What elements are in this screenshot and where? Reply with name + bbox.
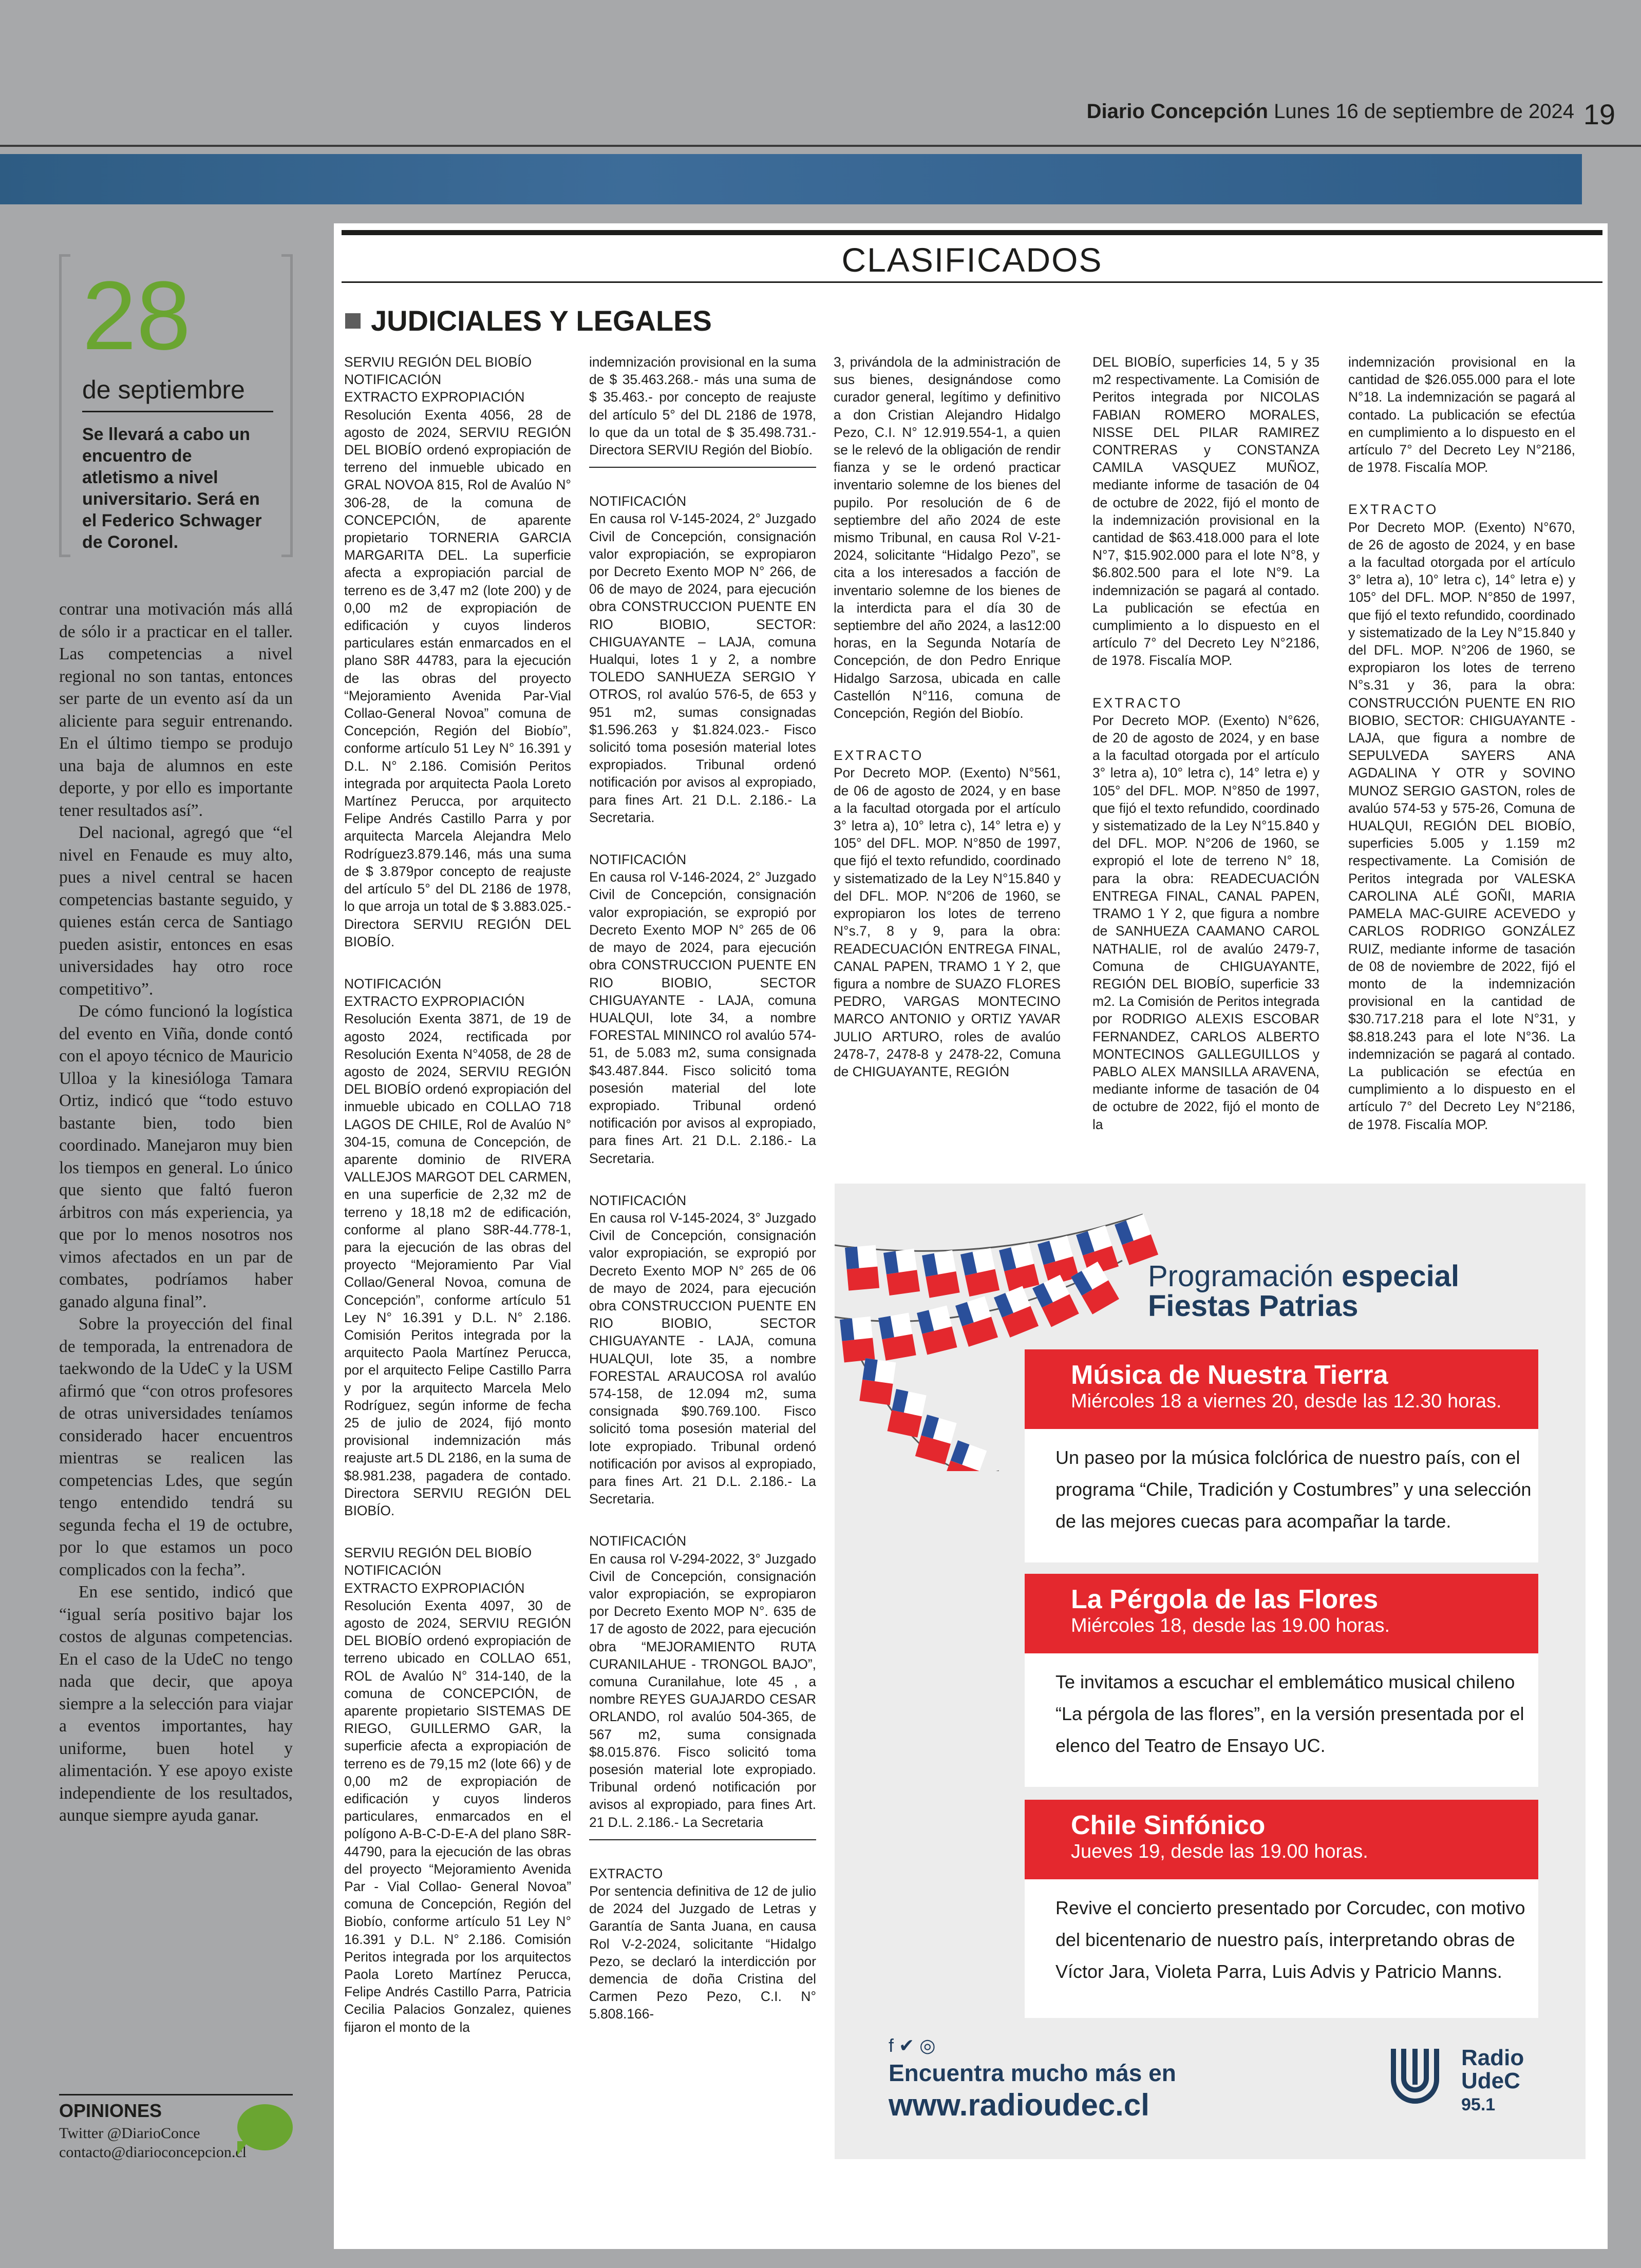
- classified-entry: [589, 851, 816, 1167]
- classified-body: En causa rol V-145-2024, 3° Juzgado Civil de Concepción, consignación valor expropiación, se expropió por Decreto Exento MOP N° 265 de 06 de mayo de 2024, para ejecución obra CONSTRUCCION PUENTE EN RIO BIOBIO, SECTOR CHIGUAYANTE - LAJA, comuna HUALQUI, lote 35, a nombre FORESTAL ARAUCOSA rol avalúo 574-158, de 12.094 m2, suma consignada $90.769.100. Fisco solicitó toma posesión material del lote expropiado. Tribunal ordenó notificación por avisos al expropiado, para fines Art. 21 D.L. 2.186.- La Secretaria.: [589, 1210, 816, 1507]
- date-box-bracket-left: [59, 254, 70, 557]
- article-paragraph: contrar una motivación más allá de sólo ir a practicar en el taller. Las competencias a nivel regional no son tantas, entonces ser parte de un evento así da un aliciente para seguir entrenando. En el último tiempo se produjo una baja de alumnos en este deporte, y por ello es importante tener resultados así”.: [59, 600, 293, 820]
- ad-event-header: [1025, 1800, 1538, 1879]
- classifieds-column-4: [1092, 353, 1319, 1158]
- ad-title-part: Programación: [1148, 1260, 1342, 1293]
- classified-heading: NOTIFICACIÓN: [344, 1562, 442, 1578]
- article-paragraph: Del nacional, agregó que “el nivel en Fenaude es muy alto, pues a nivel central se hacen competencias bastante seguido, y quienes están cerca de Santiago pueden asistir, entonces en esas universidades hay otro roce competitivo”.: [59, 823, 293, 999]
- ad-title-line2: Fiestas Patrias: [1148, 1289, 1359, 1323]
- classified-entry: [1348, 501, 1575, 1133]
- classifieds-title-rule: [342, 281, 1602, 283]
- classified-entry: [834, 747, 1061, 1080]
- chile-flag-icon: [840, 1317, 875, 1363]
- ad-footer-url[interactable]: www.radioudec.cl: [889, 2088, 1149, 2122]
- header-rule: [0, 145, 1641, 147]
- classified-body: Por Decreto MOP. (Exento) N°561, de 06 de agosto de 2024, y en base a la facultad otorgada por el artículo 3° letra a), 10° letra c), 14° letra e) y 105° del DFL. MOP. N°850 de 1997, que fijó el texto refundido, coordinado y sistematizado de la Ley N°15.840 y del DFL. MOP. N°206 de 1960, se expropiaron los lotes de terreno N°s.7, 8 y 9, para la obra: READECUACIÓN ENTREGA FINAL, CANAL PAPEN, TRAMO 1 Y 2, que figura a nombre de SUAZO FLORES PEDRO, VARGAS MONTECINO MARCO ANTONIO y ORTIZ YAVAR JULIO ARTURO, roles de avalúo 2478-7, 2478-8 y 2478-22, Comuna de CHIGUAYANTE, REGIÓN: [834, 765, 1061, 1079]
- ad-desc-line: Revive el concierto presentado por Corcudec, con motivo: [1055, 1897, 1525, 1918]
- classified-entry: [589, 1192, 816, 1508]
- chile-flag-icon: [994, 1286, 1039, 1338]
- classified-entry: [344, 975, 571, 1519]
- classified-separator: [589, 1839, 816, 1840]
- chile-flag-icon: [845, 1245, 879, 1291]
- ad-desc-line: Te invitamos a escuchar el emblemático musical chileno: [1055, 1671, 1515, 1692]
- classifieds-column-3: [834, 353, 1061, 1105]
- chile-flag-icon: [878, 1313, 916, 1361]
- classified-heading: EXTRACTO EXPROPIACIÓN: [344, 389, 525, 405]
- classified-entry: [834, 353, 1061, 722]
- classified-entry: [1348, 353, 1575, 476]
- classified-body: Resolución Exenta 3871, de 19 de agosto 2024, rectificada por Resolución Exenta N°4058, de 28 de agosto de 2024, SERVIU REGIÓN DEL BIOBÍO ordenó expropiación del inmueble ubicado en COLLAO 718 LAGOS DE CHILE, Rol de Avalúo N° 304-15, comuna de Concepción, de aparente dominio de RIVERA VALLEJOS MARGOT DEL CARMEN, en una superficie de 2,32 m2 de terreno y 18,18 m2 de edificación, conforme al plano S8R-44.778-1, para la ejecución de las obras del proyecto “Mejoramiento Par Vial Collao/General Novoa, comuna de Concepción”, conforme artículo 51 Ley N° 16.391 y D.L. N° 2.186. Comisión Peritos integrada por la arquitecto Paola Martínez Perucca, por el arquitecto Felipe Castillo Parra y por la arquitecto Marcela Melo Rodríguez, según informe de fecha 25 de julio de 2024, fijó monto provisional indemnización más reajuste art.5 DL 2186, en la suma de $8.981.238, pagadera de contado. Directora SERVIU REGIÓN DEL BIOBÍO.: [344, 1011, 571, 1518]
- classified-body: indemnización provisional en la suma de $ 35.463.268.- más una suma de $ 35.463.- por concepto de reajuste del artículo 5° del DL 2186 de 1978, lo que da un total de $ 35.498.731.- Directora SERVIU Región del Biobío.: [589, 354, 816, 458]
- classified-heading: EXTRACTO EXPROPIACIÓN: [344, 994, 525, 1009]
- classified-body: En causa rol V-145-2024, 2° Juzgado Civil de Concepción, consignación valor expropiación, se expropiaron por Decreto Exento MOP N° 266, de 06 de mayo de 2024, para ejecución obra CONSTRUCCION PUENTE EN RIO BIOBIO, SECTOR: CHIGUAYANTE – LAJA, comuna Hualqui, lotes 1 y 2, a nombre TOLEDO SANHUEZA SERGIO Y OTROS, rol avalúo 576-5, de 653 y 951 m2, sumas consignadas $1.596.263 y $1.824.023.- Fisco solicitó toma posesión material lotes expropiados. Tribunal ordenó notificación por avisos al expropiado, para fines Art. 21 D.L. 2.186.- La Secretaria.: [589, 511, 816, 825]
- classified-body: Resolución Exenta 4097, 30 de agosto de 2024, SERVIU REGIÓN DEL BIOBÍO ordenó expropiación de terreno ubicado en COLLAO 651, ROL de Avalúo N° 314-140, de la comuna de CONCEPCIÓN, de aparente propietario SISTEMAS DE RIEGO, GUILLERMO GAR, la superficie afecta a expropiación de terreno es de 79,15 m2 (lote 66) y de 0,00 m2 de expropiación de edificación y cuyos linderos particulares, enmarcados en el polígono A-B-C-D-E-A del plano S8R-44790, para la ejecución de las obras del proyecto “Mejoramiento Avenida Par - Vial Collao- General Novoa” comuna de Concepción, Región del Biobío, conforme artículo 51 Ley N° 16.391 y D.L. N° 2.186. Comisión Peritos integrada por los arquitectos Paola Loreto Martínez Perucca, Felipe Andrés Castillo Parra, Patricia Cecilia Palacios Gonzalez, quienes fijaron el monto de la: [344, 1597, 571, 2035]
- ad-title-bold: especial: [1342, 1260, 1460, 1293]
- classified-heading: EXTRACTO: [589, 1865, 663, 1881]
- classified-entry: [589, 1532, 816, 1831]
- chile-flag-icon: [917, 1305, 957, 1355]
- ad-desc-line: Un paseo por la música folclórica de nuestro país, con el: [1055, 1447, 1520, 1468]
- classified-entry: [589, 353, 816, 459]
- article-paragraph: Sobre la proyección del final de temporada, la entrenadora de taekwondo de la UdeC y la USM afirmó que “con otros profesores de otras universidades teníamos considerado hacer encuentros mientras se realicen las competencias Ldes, que según tengo entendido tendrá su segunda fecha el 19 de octubre, por lo que estamos un poco complicados con la fecha”.: [59, 1314, 293, 1579]
- classified-heading: EXTRACTO: [1348, 502, 1439, 518]
- classified-body: Por sentencia definitiva de 12 de julio de 2024 del Juzgado de Letras y Garantía de Santa Juana, en causa Rol V-2-2024, solicitante “Hidalgo Pezo, se declaró la interdicción por demencia de doña Cristina del Carmen Pezo Pezo, C.I. N° 5.808.166-: [589, 1883, 816, 2022]
- classified-body: En causa rol V-146-2024, 2° Juzgado Civil de Concepción, consignación valor expropiación, se expropió por Decreto Exento MOP N° 265 de 06 de mayo de 2024, para ejecución obra CONSTRUCCION PUENTE EN RIO BIOBIO, SECTOR CHIGUAYANTE - LAJA, comuna HUALQUI, lote 34, a nombre FORESTAL MININCO rol avalúo 574-51, de 5.083 m2, suma consignada $43.487.844. Fisco solicitó toma posesión material del lote expropiado. Tribunal ordenó notificación por avisos al expropiado, para fines Art. 21 D.L. 2.186.- La Secretaria.: [589, 869, 816, 1166]
- date-divider: [82, 411, 273, 412]
- ad-event-3: [1025, 1800, 1538, 2018]
- chile-flag-icon: [888, 1389, 927, 1438]
- classified-body: DEL BIOBÍO, superficies 14, 5 y 35 m2 respectivamente. La Comisión de Peritos integrada por NICOLAS FABIAN ROMERO MORALES, NISSE DEL PILAR RAMIREZ CONTRERAS y CONSTANZA CAMILA VASQUEZ MUÑOZ, mediante informe de tasación de 04 de octubre de 2022, fijó el monto de la indemnización provisional en la cantidad de $63.418.000 para el lote N°7, $15.902.000 para el lote N°8, y $6.802.500 para el lote N°9. La indemnización se pagará al contado. La publicación se efectúa en cumplimiento a lo dispuesto en el artículo 7° del Decreto Ley N°2186, de 1978. Fiscalía MOP.: [1092, 354, 1319, 669]
- masthead: [1087, 100, 1574, 123]
- classified-entry: [344, 353, 571, 950]
- chile-flag-icon: [960, 1248, 999, 1297]
- ad-event-description: [1025, 1653, 1538, 1787]
- social-icons[interactable]: f ✔ ◎: [889, 2035, 936, 2056]
- logo-frequency: 95.1: [1461, 2095, 1496, 2114]
- chile-flag-icon: [883, 1249, 920, 1296]
- date-box-bracket-right: [281, 254, 293, 557]
- publication-name: Diario Concepción: [1086, 100, 1268, 123]
- classified-entry: [589, 1865, 816, 2023]
- classifieds-column-5: [1348, 353, 1575, 1158]
- chile-flag-icon: [1032, 1275, 1079, 1327]
- ad-title: [1148, 1259, 1459, 1293]
- ad-desc-line: del bicentenario de nuestro país, interpretando obras de: [1055, 1929, 1515, 1950]
- article-paragraph: De cómo funcionó la logística del evento en Viña, donde contó con el apoyo técnico de Mauricio Ulloa y la kinesióloga Tamara Ortiz, indicó que “todo estuvo bastante bien, todo bien coordinado. Manejaron muy bien los tiempos en general. Lo único que siento que faltó fueron árbitros con más experiencia, ya que por lo menos nosotros nos vimos afectados en un par de combates, podríamos haber ganado alguna final”.: [59, 1002, 293, 1311]
- ad-desc-line: Víctor Jara, Violeta Parra, Luis Advis y Patricio Manns.: [1055, 1961, 1502, 1982]
- ad-event-2: [1025, 1574, 1538, 1787]
- section-subtitle: JUDICIALES Y LEGALES: [371, 304, 712, 337]
- date-day: 28: [82, 261, 191, 370]
- classified-heading: NOTIFICACIÓN: [344, 976, 442, 992]
- classified-entry: [1092, 353, 1319, 670]
- classified-body: Por Decreto MOP. (Exento) N°670, de 26 de agosto de 2024, y en base a la facultad otorgada por el artículo 3° letra a), 10° letra c), 14° letra e) y 105° del DFL. MOP. N°850 de 1997, que fijó el texto refundido, coordinado y sistematizado de la Ley N°15.840 y del DFL. MOP. N°206 de 1960, se expropiaron los lotes de terreno N°s.31 y 36, para la obra: CONSTRUCCIÓN PUENTE EN RIO BIOBIO, SECTOR: CHIGUAYANTE - LAJA, que figura a nombre de SEPULVEDA SAYERS ANA AGDALINA Y OTR y SOVINO MUNOZ SERGIO GASTON, roles de avalúo 574-53 y 575-26, Comuna de HUALQUI, REGIÓN DEL BIOBÍO, superficies 5.005 y 1.159 m2 respectivamente. La Comisión de Peritos integrada por VALESKA CAROLINA ALÉ GOÑI, MARIA PAMELA MAC-GUIRE ACEVEDO y CARLOS RODRIGO GONZÁLEZ RUIZ, mediante informe de tasación de 08 de noviembre de 2022, fijó el monto de la indemnización provisional en la cantidad de $30.717.218 para el lote N°31, y $8.818.243 para el lote N°36. La indemnización se pagará al contado. La publicación se efectúa en cumplimiento a lo dispuesto en el artículo 7° del Decreto Ley N°2186, de 1978. Fiscalía MOP.: [1348, 519, 1575, 1132]
- chile-flag-icon: [955, 1296, 998, 1346]
- classifieds-top-rule: [342, 230, 1602, 235]
- ad-event-1: [1025, 1349, 1538, 1562]
- classified-heading: NOTIFICACIÓN: [344, 372, 442, 388]
- logo-text: Radio: [1461, 2045, 1524, 2070]
- classified-body: 3, privándola de la administración de sus bienes, designándose como curador general, legítimo y definitivo a don Cristian Alejandro Hidalgo Pezo, C.I. N° 12.919.554-1, a quien se le relevó de la obligación de rendir fianza y se le ordenó practicar inventario solemne de los bienes del pupilo. Por resolución de 6 de septiembre del año 2024 de este mismo Tribunal, en causa Rol V-21-2024, solicitante “Hidalgo Pezo”, se cita a los interesados a facción de inventario solemne de los bienes de la interdicta para el día 30 de septiembre del año 2024, a las12:00 horas, en la Segunda Notaría de Concepción, de don Pedro Enrique Hidalgo Sarzosa, ubicada en calle Castellón N°116, comuna de Concepción, Región del Biobío.: [834, 354, 1061, 721]
- ad-event-when: Miércoles 18, desde las 19.00 horas.: [1071, 1615, 1390, 1636]
- classified-heading: SERVIU REGIÓN DEL BIOBÍO: [344, 354, 532, 370]
- ad-event-description: [1025, 1879, 1538, 2018]
- page-background-top: [0, 0, 1641, 159]
- ad-desc-line: de las mejores cuecas para acompañar la tarde.: [1055, 1511, 1451, 1532]
- logo-text: UdeC: [1461, 2068, 1520, 2093]
- issue-date: Lunes 16 de septiembre de 2024: [1274, 100, 1574, 123]
- classified-entry: [589, 492, 816, 826]
- date-description: Se llevará a cabo un encuentro de atletismo a nivel universitario. Será en el Federico Schwager de Coronel.: [82, 425, 262, 552]
- classifieds-title: CLASIFICADOS: [841, 241, 1103, 279]
- sidebar-article: [59, 598, 293, 1827]
- chile-flag-icon: [859, 1358, 896, 1405]
- speech-bubble-tail: [237, 2141, 249, 2156]
- chile-flag-icon: [1071, 1262, 1119, 1314]
- classifieds-column-1: [344, 353, 571, 2061]
- opinions-rule: [59, 2094, 293, 2095]
- ad-event-when: Jueves 19, desde las 19.00 horas.: [1071, 1841, 1368, 1862]
- classified-heading: NOTIFICACIÓN: [589, 493, 687, 509]
- chile-flag-icon: [999, 1243, 1040, 1292]
- ad-event-header: [1025, 1349, 1538, 1429]
- classified-body: Resolución Exenta 4056, 28 de agosto de 2024, SERVIU REGIÓN DEL BIOBÍO ordenó expropiación de terreno del inmueble ubicado en GRAL NOVOA 815, Rol de Avalúo N° 306-28, de la comuna de CONCEPCIÓN, de aparente propietario TORNERIA GARCIA MARGARITA DEL. La superficie afecta a expropiación parcial de terreno es de 3,47 m2 (lote 200) y de 0,00 m2 de expropiación de edificación y cuyos linderos particulares están enmarcados en el plano S8R 44783, para la ejecución de las obras del proyecto “Mejoramiento Avenida Par-Vial Collao-General Novoa” comuna de Concepción, Región del Biobío”, conforme artículo 51 Ley N° 16.391 y D.L. N° 2.186. Comisión Peritos integrada por arquitecta Paola Loreto Martínez Perucca, por arquitecto Felipe Andrés Castillo Parra y por arquitecta Marcela Alejandra Melo Rodríguez3.879.146, más una suma de $ 3.879por concepto de reajuste del artículo 5° del DL 2186 de 1978, lo que arroja un total de $ 3.883.025.- Directora SERVIU REGIÓN DEL BIOBÍO.: [344, 407, 571, 949]
- ad-event-title: Música de Nuestra Tierra: [1071, 1360, 1388, 1390]
- classified-heading: NOTIFICACIÓN: [589, 1192, 687, 1208]
- classified-body: indemnización provisional en la cantidad de $26.055.000 para el lote N°18. La indemnización se pagará al contado. La publicación se efectúa en cumplimiento a lo dispuesto en el artículo 7° del Decreto Ley N°2186, de 1978. Fiscalía MOP.: [1348, 354, 1575, 475]
- classified-heading: NOTIFICACIÓN: [589, 1533, 687, 1549]
- ad-event-title: Chile Sinfónico: [1071, 1810, 1266, 1840]
- classified-separator: [589, 467, 816, 468]
- chile-flag-icon: [915, 1415, 957, 1464]
- opinions-title: OPINIONES: [59, 2100, 162, 2121]
- classified-body: Por Decreto MOP. (Exento) N°626, de 20 de agosto de 2024, y en base a la facultad otorgada por el artículo 3° letra a), 10° letra c), 14° letra e) y 105° del DFL. MOP. N°850 de 1997, que fijó el texto refundido, coordinado y sistematizado de la Ley N°15.840 y del DFL. MOP. N°206 de 1960, se expropió el lote de terreno N° 18, para la obra: READECUACIÓN ENTREGA FINAL, CANAL PAPEN, TRAMO 1 Y 2, que figura a nombre de SANHUEZA CAAMANO CAROL NATHALIE, rol de avalúo 2479-7, Comuna de CHIGUAYANTE, REGIÓN DEL BIOBÍO, superficie 33 m2. La Comisión de Peritos integrada por RODRIGO ALEXIS ESCOBAR FERNANDEZ, CARLOS ALBERTO MONTECINOS GALLEGUILLOS y PABLO ALEX MANSILLA ARAVENA, mediante informe de tasación de 04 de octubre de 2022, fijó el monto de la: [1092, 712, 1319, 1132]
- article-paragraph: En ese sentido, indicó que “igual sería positivo bajar los costos de algunas competencias. En el caso de la UdeC no tengo nada que decir, que apoya siempre a la selección para viajar a eventos importantes, hay uniforme, buen hotel y alimentación. Y ese apoyo existe independiente de los resultados, aunque siempre ayuda ganar.: [59, 1583, 293, 1825]
- ad-footer-text: Encuentra mucho más en: [889, 2060, 1176, 2086]
- opinions-twitter[interactable]: Twitter @DiarioConce: [59, 2125, 200, 2142]
- opinions-email[interactable]: contacto@diarioconcepcion.cl: [59, 2144, 247, 2161]
- classified-heading: EXTRACTO: [1092, 695, 1183, 711]
- classified-heading: SERVIU REGIÓN DEL BIOBÍO: [344, 1545, 532, 1561]
- ad-event-header: [1025, 1574, 1538, 1653]
- ad-desc-line: “La pérgola de las flores”, en la versión presentada por el: [1055, 1703, 1524, 1724]
- section-square-icon: [345, 313, 361, 329]
- classified-body: En causa rol V-294-2022, 3° Juzgado Civil de Concepción, consignación valor expropiación, se expropiaron por Decreto Exento MOP N°. 635 de 17 de agosto de 2022, para ejecución obra “MEJORAMIENTO RUTA CURANILAHUE - TRONGOL BAJO”, comuna Curanilahue, lote 45 , a nombre REYES GUAJARDO CESAR ORLANDO, rol avalúo 504-365, de 567 m2, suma consignada $8.015.876. Fisco solicitó toma posesión material lote expropiado. Tribunal ordenó notificación por avisos al expropiado, para fines Art. 21 D.L. 2.186.- La Secretaria: [589, 1551, 816, 1830]
- classified-heading: EXTRACTO EXPROPIACIÓN: [344, 1580, 525, 1596]
- ad-event-description: [1025, 1429, 1538, 1562]
- ad-desc-line: programa “Chile, Tradición y Costumbres” y una selección: [1055, 1479, 1532, 1500]
- ad-event-title: La Pérgola de las Flores: [1071, 1585, 1379, 1614]
- ad-event-when: Miércoles 18 a viernes 20, desde las 12.30 horas.: [1071, 1390, 1502, 1412]
- classified-entry: [344, 1544, 571, 2036]
- header-blue-band: [0, 154, 1582, 204]
- classified-heading: EXTRACTO: [834, 748, 924, 764]
- chile-flag-icon: [922, 1250, 960, 1298]
- classified-entry: [1092, 694, 1319, 1133]
- radio-udec-logo-icon: [1389, 2044, 1441, 2110]
- classifieds-column-2: [589, 353, 816, 2048]
- page-number: 19: [1583, 98, 1615, 130]
- ad-desc-line: elenco del Teatro de Ensayo UC.: [1055, 1735, 1326, 1756]
- classified-heading: NOTIFICACIÓN: [589, 852, 687, 868]
- date-month: de septiembre: [82, 375, 245, 404]
